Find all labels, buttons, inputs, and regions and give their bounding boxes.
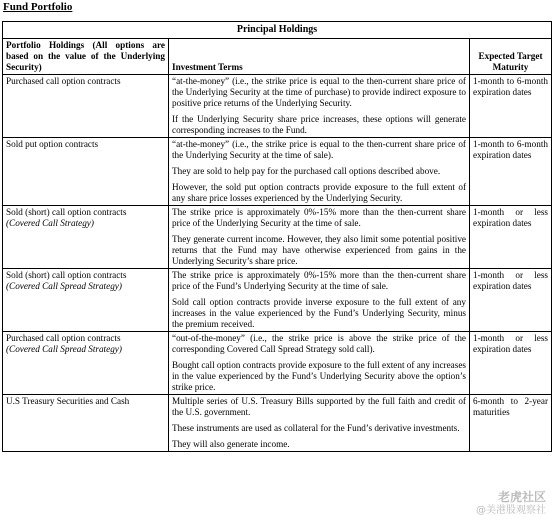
terms-paragraph: “out-of-the-money” (i.e., the strike price is above the strike price of the corresponding Covered Call Spread Strategy sold call). xyxy=(172,333,466,354)
holding-cell xyxy=(3,332,169,395)
maturity-text: 1-month or less expiration dates xyxy=(473,333,549,354)
holding-name: Sold put option contracts xyxy=(6,139,99,149)
terms-paragraph: They generate current income. However, they also limit some potential positive returns that the Fund may have otherwise experienced from gains in the Underlying Security’s share price. xyxy=(172,234,466,266)
maturity-text: 1-month or less expiration dates xyxy=(473,207,549,228)
terms-paragraph: However, the sold put option contracts provide exposure to the full extent of any share price losses experienced by the Underlying Security. xyxy=(172,182,466,203)
terms-cell xyxy=(169,75,470,138)
holding-strategy: (Covered Call Spread Strategy) xyxy=(6,344,122,354)
column-header-terms: Investment Terms xyxy=(169,39,470,75)
watermark-handle: @美港股观察社 xyxy=(476,505,546,516)
column-header-maturity: Expected Target Maturity xyxy=(470,39,552,75)
watermark-title: 老虎社区 xyxy=(497,490,546,504)
terms-paragraph: If the Underlying Security share price increases, these options will generate corresponding increases to the Fund. xyxy=(172,114,466,135)
maturity-cell xyxy=(470,269,552,332)
maturity-text: 1-month to 6-month expiration dates xyxy=(473,76,549,97)
table-row xyxy=(3,269,552,332)
maturity-cell xyxy=(470,138,552,206)
group-header: Principal Holdings xyxy=(3,22,552,39)
maturity-text: 1-month or less expiration dates xyxy=(473,270,549,291)
terms-cell xyxy=(169,206,470,269)
terms-paragraph: They are sold to help pay for the purchased call options described above. xyxy=(172,166,441,176)
holding-cell xyxy=(3,138,169,206)
terms-paragraph: The strike price is approximately 0%-15% more than the then-current share price of the Underlying Security at the time of sale. xyxy=(172,207,466,228)
maturity-text: 1-month to 6-month expiration dates xyxy=(473,139,549,160)
terms-paragraph: Multiple series of U.S. Treasury Bills supported by the full faith and credit of the U.S. government. xyxy=(172,396,466,417)
principal-holdings-table xyxy=(2,21,552,452)
holding-name: Purchased call option contracts xyxy=(6,76,121,86)
maturity-cell xyxy=(470,332,552,395)
holding-strategy: (Covered Call Spread Strategy) xyxy=(6,281,122,291)
terms-cell xyxy=(169,395,470,452)
holding-cell xyxy=(3,269,169,332)
terms-paragraph: Sold call option contracts provide inverse exposure to the full extent of any increases in the value experienced by the Fund’s Underlying Security, minus the premium received. xyxy=(172,297,466,329)
table-row xyxy=(3,75,552,138)
table-row xyxy=(3,206,552,269)
holding-name: Purchased call option contracts xyxy=(6,333,121,343)
watermark xyxy=(476,491,546,517)
holding-strategy: (Covered Call Strategy) xyxy=(6,218,94,228)
table-row xyxy=(3,332,552,395)
terms-cell xyxy=(169,138,470,206)
holding-name: Sold (short) call option contracts xyxy=(6,270,127,280)
terms-paragraph: Bought call option contracts provide exposure to the full extent of any increases in the value experienced by the Fund’s Underlying Security above the option’s strike price. xyxy=(172,360,466,392)
maturity-cell xyxy=(470,206,552,269)
terms-paragraph: “at-the-money” (i.e., the strike price is equal to the then-current share price of the Underlying Security at the time of sale). xyxy=(172,139,466,160)
maturity-text: 6-month to 2-year maturities xyxy=(473,396,549,417)
terms-paragraph: These instruments are used as collateral for the Fund’s derivative investments. xyxy=(172,423,460,433)
terms-cell xyxy=(169,332,470,395)
maturity-cell xyxy=(470,395,552,452)
page-title: Fund Portfolio xyxy=(3,1,73,13)
maturity-cell xyxy=(470,75,552,138)
holding-name: U.S Treasury Securities and Cash xyxy=(6,396,130,406)
column-header-portfolio: Portfolio Holdings (All options are based on the value of the Underlying Security) xyxy=(3,39,169,75)
terms-paragraph: “at-the-money” (i.e., the strike price is equal to the then-current share price of the Underlying Security at the time of purchase) to provide indirect exposure to positive price returns of the Underlying Security. xyxy=(172,76,466,108)
table-row xyxy=(3,138,552,206)
table-row xyxy=(3,395,552,452)
holding-name: Sold (short) call option contracts xyxy=(6,207,127,217)
terms-paragraph: They will also generate income. xyxy=(172,439,290,449)
holding-cell xyxy=(3,206,169,269)
holding-cell xyxy=(3,75,169,138)
terms-cell xyxy=(169,269,470,332)
terms-paragraph: The strike price is approximately 0%-15% more than the then-current share price of the Fund’s Underlying Security at the time of sale. xyxy=(172,270,466,291)
holding-cell xyxy=(3,395,169,452)
